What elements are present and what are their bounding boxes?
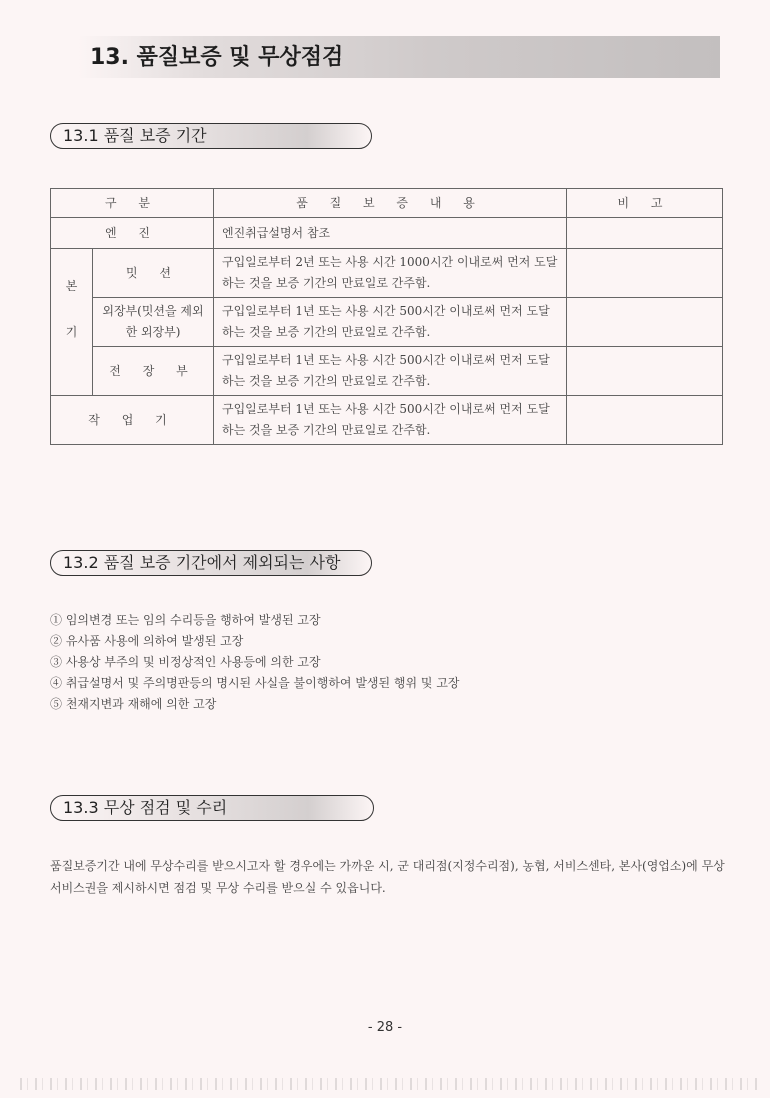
page-number: - 28 - bbox=[367, 1020, 403, 1035]
row-note bbox=[567, 249, 723, 298]
row-content: 구입일로부터 2년 또는 사용 시간 1000시간 이내로써 먼저 도달하는 것을 보증 기간의 만료일로 간주함. bbox=[214, 249, 567, 298]
warranty-table bbox=[50, 188, 723, 445]
implement-note bbox=[567, 396, 723, 445]
body-group-label bbox=[51, 249, 93, 396]
table-row-transmission bbox=[51, 249, 723, 298]
body-label-bottom: 기 bbox=[65, 325, 78, 339]
page-title: 13. 품질보증 및 무상점검 bbox=[90, 45, 344, 70]
row-sub-label: 밋 션 bbox=[93, 249, 214, 298]
row-sub-label: 외장부(밋션을 제외한 외장부) bbox=[93, 298, 214, 347]
implement-content: 구입일로부터 1년 또는 사용 시간 500시간 이내로써 먼저 도달하는 것을 보증 기간의 만료일로 간주함. bbox=[214, 396, 567, 445]
row-sub-label: 전 장 부 bbox=[93, 347, 214, 396]
section-heading-exclusions: 13.2 품질 보증 기간에서 제외되는 사항 bbox=[50, 550, 372, 576]
free-service-paragraph: 품질보증기간 내에 무상수리를 받으시고자 할 경우에는 가까운 시, 군 대리점(지정수리점), 농협, 서비스센타, 본사(영업소)에 무상 서비스권을 제시하시면 점검 및 무상 수리를 받으실 수 있읍니다. bbox=[50, 859, 725, 895]
row-note bbox=[567, 298, 723, 347]
list-item: ④ 취급설명서 및 주의명판등의 명시된 사실을 불이행하여 발생된 행위 및 고장 bbox=[50, 676, 460, 690]
scan-artifact-strip bbox=[20, 1078, 760, 1090]
table-row-engine bbox=[51, 218, 723, 249]
row-content: 구입일로부터 1년 또는 사용 시간 500시간 이내로써 먼저 도달하는 것을 보증 기간의 만료일로 간주함. bbox=[214, 347, 567, 396]
engine-content: 엔진취급설명서 참조 bbox=[214, 218, 567, 249]
table-row-implement bbox=[51, 396, 723, 445]
section-heading-warranty-period: 13.1 품질 보증 기간 bbox=[50, 123, 372, 149]
header-note: 비 고 bbox=[567, 189, 723, 218]
body-label-top: 본 bbox=[65, 279, 78, 293]
row-content: 구입일로부터 1년 또는 사용 시간 500시간 이내로써 먼저 도달하는 것을 보증 기간의 만료일로 간주함. bbox=[214, 298, 567, 347]
exclusion-list bbox=[50, 610, 460, 715]
engine-note bbox=[567, 218, 723, 249]
engine-label: 엔 진 bbox=[51, 218, 214, 249]
section-heading-free-service: 13.3 무상 점검 및 수리 bbox=[50, 795, 374, 821]
table-header-row bbox=[51, 189, 723, 218]
table-row-exterior bbox=[51, 298, 723, 347]
header-category: 구 분 bbox=[51, 189, 214, 218]
list-item: ② 유사품 사용에 의하여 발생된 고장 bbox=[50, 634, 244, 648]
list-item: ① 임의변경 또는 임의 수리등을 행하여 발생된 고장 bbox=[50, 613, 321, 627]
row-note bbox=[567, 347, 723, 396]
header-content: 품 질 보 증 내 용 bbox=[214, 189, 567, 218]
table-row-electrical bbox=[51, 347, 723, 396]
list-item: ⑤ 천재지변과 재해에 의한 고장 bbox=[50, 697, 217, 711]
implement-label: 작 업 기 bbox=[51, 396, 214, 445]
list-item: ③ 사용상 부주의 및 비정상적인 사용등에 의한 고장 bbox=[50, 655, 321, 669]
